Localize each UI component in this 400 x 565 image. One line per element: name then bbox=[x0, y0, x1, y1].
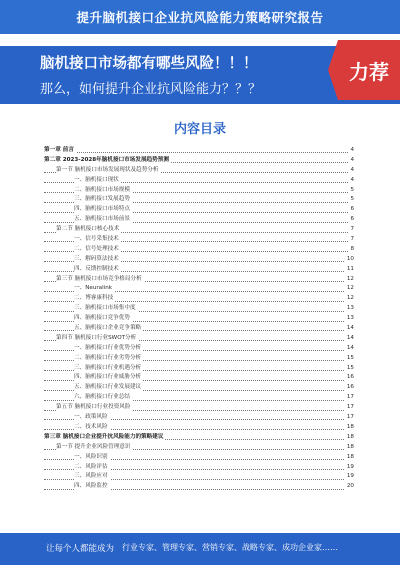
toc-entry-text: 第一节 提升企业风险管理意识 bbox=[56, 443, 133, 453]
toc-entry-text: 二、博睿康科技 bbox=[74, 294, 115, 304]
toc-entry[interactable] bbox=[44, 225, 354, 235]
footer-slogan: 让每个人都能成为 bbox=[46, 544, 115, 554]
toc-entry-text: 二、技术风险 bbox=[74, 423, 110, 433]
toc-entry[interactable] bbox=[44, 334, 354, 344]
toc-entry-text: 第三章 脑机接口企业提升抗风险能力的策略建议 bbox=[44, 433, 165, 443]
toc-entry-page: 6 bbox=[348, 205, 354, 215]
toc-entry[interactable] bbox=[44, 344, 354, 354]
toc-entry-page: 8 bbox=[348, 245, 354, 255]
toc-entry[interactable] bbox=[44, 284, 354, 294]
toc-entry-text: 一、脑机接口现状 bbox=[74, 176, 121, 186]
toc-entry-text: 一、Neuralink bbox=[74, 284, 114, 294]
toc-entry[interactable] bbox=[44, 324, 354, 334]
toc-leader-dots bbox=[44, 152, 354, 153]
toc-entry-page: 18 bbox=[345, 433, 354, 443]
toc-entry-page: 12 bbox=[345, 275, 354, 285]
toc-entry-page: 19 bbox=[345, 463, 354, 473]
toc-entry-text: 一、政策风险 bbox=[74, 413, 110, 423]
toc-entry-text: 三、脑机接口发展趋势 bbox=[74, 195, 132, 205]
toc-entry[interactable] bbox=[44, 393, 354, 403]
hero-line-1: 脑机接口市场都有哪些风险！！！ bbox=[40, 56, 258, 72]
toc-entry[interactable] bbox=[44, 423, 354, 433]
toc-entry[interactable] bbox=[44, 146, 354, 156]
report-header bbox=[0, 0, 400, 34]
toc-entry[interactable] bbox=[44, 304, 354, 314]
toc-entry-text: 第五节 脑机接口行业投资风险 bbox=[56, 403, 133, 413]
toc-entry-text: 二、风险评估 bbox=[74, 463, 110, 473]
toc-entry-page: 14 bbox=[345, 334, 354, 344]
toc-entry-page: 13 bbox=[345, 304, 354, 314]
toc-entry[interactable] bbox=[44, 186, 354, 196]
toc-entry-page: 16 bbox=[345, 383, 354, 393]
recommend-badge bbox=[338, 40, 400, 100]
toc-entry-page: 15 bbox=[345, 364, 354, 374]
toc-entry-text: 三、脑机接口市场集中度 bbox=[74, 304, 138, 314]
toc-entry[interactable] bbox=[44, 176, 354, 186]
recommend-badge-text: 力荐 bbox=[349, 59, 389, 84]
toc-entry[interactable] bbox=[44, 413, 354, 423]
toc-entry-text: 四、反馈控制技术 bbox=[74, 265, 121, 275]
toc-entry-text: 第三节 脑机接口市场竞争格局分析 bbox=[56, 275, 144, 285]
toc-entry-page: 17 bbox=[345, 403, 354, 413]
toc-entry[interactable] bbox=[44, 433, 354, 443]
toc-entry-text: 六、脑机接口行业总结 bbox=[74, 393, 132, 403]
toc-entry-page: 7 bbox=[348, 225, 354, 235]
toc-entry-page: 16 bbox=[345, 373, 354, 383]
toc-entry[interactable] bbox=[44, 156, 354, 166]
toc-entry-text: 第二节 脑机接口核心技术 bbox=[56, 225, 121, 235]
toc-entry-text: 二、信号处理技术 bbox=[74, 245, 121, 255]
toc-entry-text: 四、脑机接口行业威胁分析 bbox=[74, 373, 143, 383]
toc-entry-text: 三、解码算法技术 bbox=[74, 255, 121, 265]
toc-entry[interactable] bbox=[44, 245, 354, 255]
toc-entry[interactable] bbox=[44, 235, 354, 245]
toc-entry[interactable] bbox=[44, 364, 354, 374]
toc-entry[interactable] bbox=[44, 443, 354, 453]
toc-entry-page: 14 bbox=[345, 324, 354, 334]
toc-entry-page: 17 bbox=[345, 413, 354, 423]
toc-entry-text: 四、脑机接口竞争优势 bbox=[74, 314, 132, 324]
toc-entry[interactable] bbox=[44, 294, 354, 304]
toc-entry-page: 17 bbox=[345, 393, 354, 403]
toc-entry-page: 14 bbox=[345, 344, 354, 354]
toc-entry[interactable] bbox=[44, 354, 354, 364]
toc-entry-text: 二、脑机接口行业劣势分析 bbox=[74, 354, 143, 364]
toc-entry-text: 一、风险识别 bbox=[74, 453, 110, 463]
toc-entry[interactable] bbox=[44, 265, 354, 275]
toc-entry-page: 4 bbox=[348, 146, 354, 156]
toc-entry-text: 一、脑机接口行业优势分析 bbox=[74, 344, 143, 354]
toc-entry[interactable] bbox=[44, 453, 354, 463]
toc-entry-page: 4 bbox=[348, 176, 354, 186]
toc-entry-page: 4 bbox=[348, 166, 354, 176]
toc-entry-text: 第一节 脑机接口市场发展现状及趋势分析 bbox=[56, 166, 160, 176]
toc-entry-page: 13 bbox=[345, 314, 354, 324]
toc-entry[interactable] bbox=[44, 255, 354, 265]
toc-entry-page: 18 bbox=[345, 453, 354, 463]
toc-entry-text: 四、脑机接口市场特点 bbox=[74, 205, 132, 215]
footer-banner bbox=[0, 533, 400, 565]
report-title: 提升脑机接口企业抗风险能力策略研究报告 bbox=[76, 10, 324, 25]
table-of-contents bbox=[44, 146, 354, 492]
toc-entry[interactable] bbox=[44, 314, 354, 324]
toc-entry[interactable] bbox=[44, 472, 354, 482]
toc-entry-text: 五、脑机接口企业竞争策略 bbox=[74, 324, 143, 334]
toc-entry-page: 7 bbox=[348, 235, 354, 245]
toc-entry[interactable] bbox=[44, 403, 354, 413]
toc-heading: 内容目录 bbox=[173, 122, 226, 137]
toc-entry-page: 11 bbox=[345, 265, 354, 275]
toc-entry-page: 18 bbox=[345, 423, 354, 433]
toc-entry[interactable] bbox=[44, 275, 354, 285]
toc-entry-text: 一、信号采集技术 bbox=[74, 235, 121, 245]
toc-entry-page: 15 bbox=[345, 354, 354, 364]
toc-entry-text: 二、脑机接口市场规模 bbox=[74, 186, 132, 196]
toc-entry[interactable] bbox=[44, 195, 354, 205]
toc-entry-text: 第一章 前言 bbox=[44, 146, 76, 156]
toc-entry[interactable] bbox=[44, 166, 354, 176]
toc-entry[interactable] bbox=[44, 482, 354, 492]
toc-entry-page: 20 bbox=[345, 482, 354, 492]
toc-entry[interactable] bbox=[44, 373, 354, 383]
toc-entry-text: 第二章 2023-2028年脑机接口市场发展趋势预测 bbox=[44, 156, 171, 166]
toc-entry-page: 5 bbox=[348, 186, 354, 196]
toc-entry[interactable] bbox=[44, 215, 354, 225]
toc-entry-text: 第四节 脑机接口行业SWOT分析 bbox=[56, 334, 138, 344]
toc-entry[interactable] bbox=[44, 463, 354, 473]
toc-entry-page: 4 bbox=[348, 156, 354, 166]
toc-entry[interactable] bbox=[44, 205, 354, 215]
toc-entry-page: 12 bbox=[345, 294, 354, 304]
toc-entry-page: 18 bbox=[345, 443, 354, 453]
toc-entry-page: 12 bbox=[345, 284, 354, 294]
toc-entry-text: 三、风险应对 bbox=[74, 472, 110, 482]
toc-entry-text: 四、风险监控 bbox=[74, 482, 110, 492]
footer-roles: 行业专家、管理专家、营销专家、战略专家、成功企业家…… bbox=[122, 543, 338, 552]
toc-entry-page: 19 bbox=[345, 472, 354, 482]
toc-entry-text: 三、脑机接口行业机遇分析 bbox=[74, 364, 143, 374]
toc-entry-text: 五、脑机接口行业发展建议 bbox=[74, 383, 143, 393]
toc-entry-page: 6 bbox=[348, 215, 354, 225]
toc-entry-page: 10 bbox=[345, 255, 354, 265]
toc-entry-page: 5 bbox=[348, 195, 354, 205]
toc-entry[interactable] bbox=[44, 383, 354, 393]
toc-entry-text: 五、脑机接口市场前景 bbox=[74, 215, 132, 225]
hero-line-2: 那么，如何提升企业抗风险能力？？？ bbox=[40, 82, 262, 97]
